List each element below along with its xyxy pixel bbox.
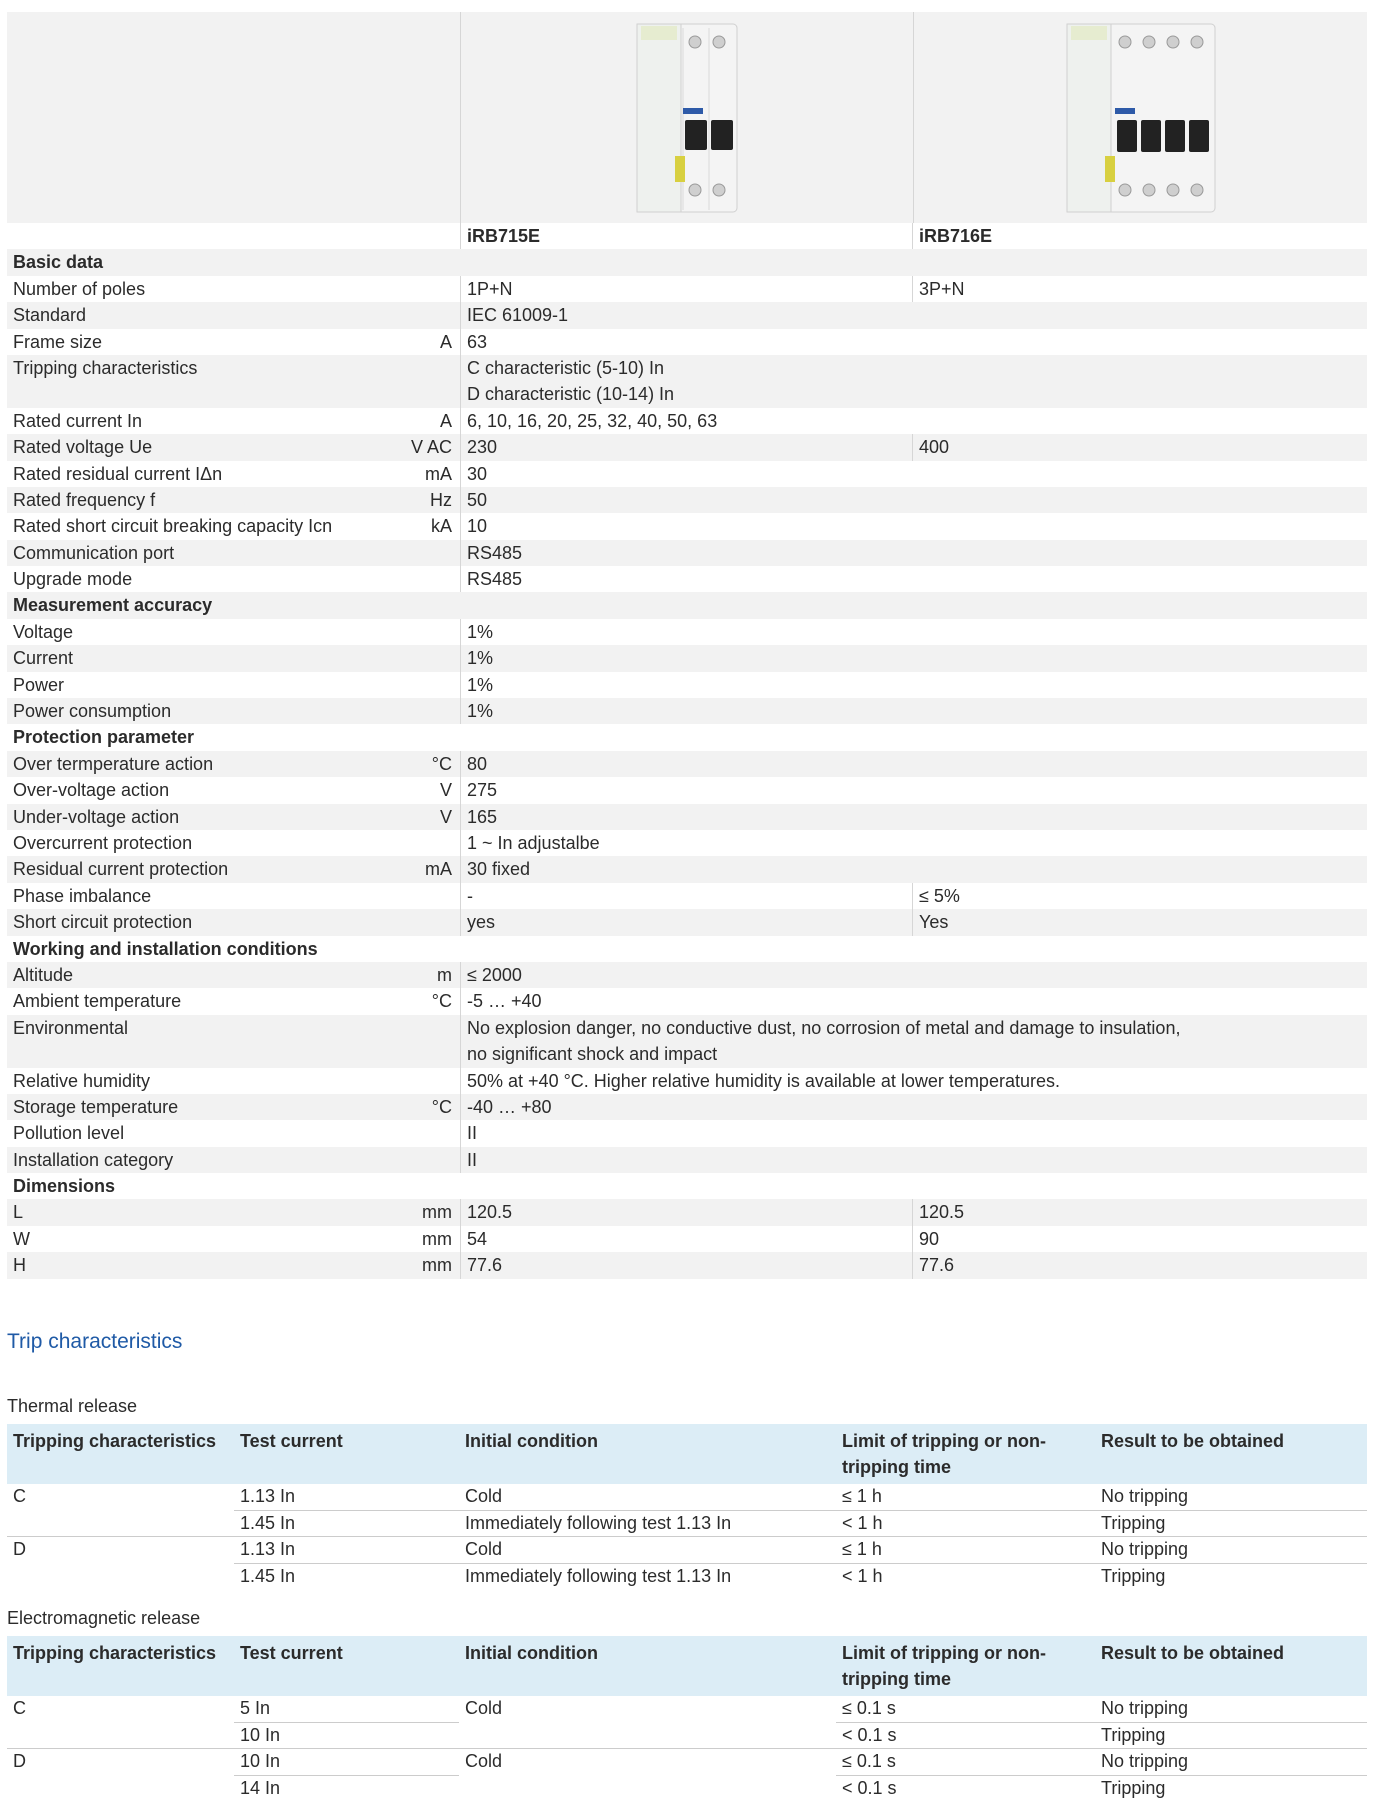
spec-unit: °C [431, 753, 452, 774]
spec-row [7, 408, 1367, 434]
model-name-2: iRB716E [912, 223, 1367, 249]
spec-label: Basic data [13, 252, 104, 273]
table-row [7, 1775, 1367, 1801]
spec-value-1: 30 [460, 461, 1367, 487]
spec-label: Environmental [13, 1017, 129, 1038]
spec-row [7, 672, 1367, 698]
spec-unit: °C [431, 991, 452, 1012]
spec-unit [407, 1068, 460, 1094]
table-cell [459, 1722, 836, 1749]
spec-unit: mm [422, 1255, 452, 1276]
spec-unit: kA [430, 516, 452, 537]
product-image-row [7, 12, 1367, 223]
table-cell: Cold [465, 1751, 503, 1771]
spec-label: Rated residual current IΔn [13, 463, 223, 484]
table-cell: D [13, 1751, 26, 1771]
spec-label: Over-voltage action [13, 780, 170, 801]
table-cell: Immediately following test 1.13 In [465, 1565, 732, 1586]
table-cell: Tripping [1095, 1722, 1367, 1749]
spec-label: Dimensions [13, 1176, 116, 1197]
spec-row [7, 329, 1367, 355]
spec-value-1: 50% at +40 °C. Higher relative humidity is available at lower temperatures. [460, 1068, 1367, 1094]
section-protection [7, 724, 1367, 750]
spec-unit: Hz [430, 489, 452, 510]
table-row [7, 1696, 1367, 1722]
table-cell: C [13, 1698, 26, 1718]
spec-value-1: -40 … +80 [460, 1094, 1367, 1120]
spec-row [7, 962, 1367, 988]
rcbo-4-pole-image [1061, 20, 1221, 216]
spec-row [7, 645, 1367, 671]
spec-unit: A [439, 331, 452, 352]
product-image-cell-2 [913, 12, 1367, 223]
column-header: Limit of tripping or non-tripping time [836, 1424, 1095, 1484]
table-cell: Cold [459, 1484, 836, 1510]
spec-value-1: - [460, 883, 912, 909]
table-cell: 5 In [234, 1696, 459, 1722]
spec-label: Number of poles [13, 278, 146, 299]
spec-value-1: 1% [460, 645, 1367, 671]
spec-unit: V [439, 780, 452, 801]
spec-row [7, 302, 1367, 328]
table-cell: ≤ 0.1 s [836, 1749, 1095, 1776]
column-header: Tripping characteristics [7, 1636, 234, 1696]
spec-value-1: 80 [460, 751, 1367, 777]
spec-row [7, 988, 1367, 1014]
spec-label: Power consumption [13, 701, 172, 722]
spec-value-1: II [460, 1120, 1367, 1146]
spec-row [7, 698, 1367, 724]
spec-value-2: 120.5 [912, 1199, 1367, 1225]
spec-row [7, 1199, 1367, 1225]
spec-label: H [13, 1255, 26, 1276]
spec-label: Over termperature action [13, 753, 214, 774]
spec-value-1: -5 … +40 [460, 988, 1367, 1014]
spec-label: Current [13, 648, 74, 669]
table-cell: Cold [459, 1537, 836, 1564]
spec-row [7, 856, 1367, 882]
spec-unit: mm [422, 1228, 452, 1249]
column-header: Initial condition [459, 1636, 836, 1696]
spec-value-1: 54 [460, 1226, 912, 1252]
spec-value-1: 230 [460, 434, 912, 460]
table-cell: Cold [465, 1698, 503, 1718]
spec-row [7, 355, 1367, 408]
table-cell: 1.45 In [240, 1565, 296, 1586]
table-cell: < 0.1 s [836, 1722, 1095, 1749]
model-row [7, 223, 1367, 249]
spec-value-1: 30 fixed [460, 856, 1367, 882]
table-cell [459, 1775, 836, 1801]
spec-value-1: 1P+N [460, 276, 912, 302]
spec-unit [407, 883, 460, 909]
spec-row [7, 830, 1367, 856]
spec-value-2: 400 [912, 434, 1367, 460]
spec-value-1: 1 ~ In adjustalbe [460, 830, 1367, 856]
spec-unit: mA [425, 859, 452, 880]
spec-row [7, 434, 1367, 460]
table-cell: Tripping [1101, 1777, 1166, 1798]
table-cell: C [13, 1486, 26, 1506]
spec-row [7, 1120, 1367, 1146]
spec-unit [407, 698, 460, 724]
spec-label: Relative humidity [13, 1070, 151, 1091]
table-row [7, 1749, 1367, 1776]
table-cell: Tripping [1101, 1565, 1166, 1586]
spec-value-1: 50 [460, 487, 1367, 513]
spec-label: Tripping characteristics [13, 357, 198, 378]
spec-value-2: 3P+N [912, 276, 1367, 302]
table-cell [7, 1775, 234, 1801]
spec-label: Measurement accuracy [13, 595, 213, 616]
spec-row [7, 276, 1367, 302]
spec-row [7, 883, 1367, 909]
spec-label: Working and installation conditions [13, 938, 318, 959]
spec-label: Frame size [13, 331, 103, 352]
spec-row [7, 1252, 1367, 1278]
table-cell: No tripping [1095, 1484, 1367, 1510]
spec-label: Power [13, 674, 65, 695]
spec-label: Ambient temperature [13, 991, 182, 1012]
table-row [7, 1510, 1367, 1537]
column-header: Limit of tripping or non-tripping time [836, 1636, 1095, 1696]
spec-unit [407, 619, 460, 645]
column-header: Result to be obtained [1095, 1636, 1367, 1696]
spec-unit: m [437, 964, 452, 985]
table-row [7, 1537, 1367, 1564]
spec-row [7, 1226, 1367, 1252]
thermal-release-table [7, 1424, 1367, 1589]
table-cell: ≤ 1 h [836, 1537, 1095, 1564]
spec-value-1: C characteristic (5-10) In D characteristic (10-14) In [460, 355, 1367, 408]
spec-unit: V [439, 806, 452, 827]
electromagnetic-release-title: Electromagnetic release [7, 1608, 201, 1628]
spec-value-2: Yes [912, 909, 1367, 935]
spec-label: Rated short circuit breaking capacity Icn [13, 516, 333, 537]
section-working [7, 936, 1367, 962]
spec-value-1: 1% [460, 672, 1367, 698]
spec-value-1: 120.5 [460, 1199, 912, 1225]
spec-label: Upgrade mode [13, 569, 133, 590]
spec-value-1: 275 [460, 777, 1367, 803]
table-cell: 14 In [240, 1777, 281, 1798]
table-cell: < 1 h [842, 1565, 883, 1586]
spec-unit [407, 830, 460, 856]
spec-label: Residual current protection [13, 859, 229, 880]
table-cell: ≤ 1 h [836, 1484, 1095, 1510]
spec-unit [407, 1120, 460, 1146]
spec-label: Voltage [13, 621, 74, 642]
spec-value-1: 77.6 [460, 1252, 912, 1278]
spec-label: Rated frequency f [13, 489, 156, 510]
spec-row [7, 513, 1367, 539]
spec-row [7, 751, 1367, 777]
table-cell: No tripping [1095, 1696, 1367, 1722]
thermal-release-title: Thermal release [7, 1396, 138, 1416]
spec-row [7, 1147, 1367, 1173]
spec-label: Under-voltage action [13, 806, 180, 827]
column-header: Test current [234, 1636, 459, 1696]
spec-unit [407, 302, 460, 328]
table-row [7, 1563, 1367, 1589]
spec-value-1: ≤ 2000 [460, 962, 1367, 988]
spec-label: Phase imbalance [13, 885, 152, 906]
spec-unit [407, 672, 460, 698]
spec-value-1: 10 [460, 513, 1367, 539]
spec-unit [407, 355, 460, 408]
spec-label: L [13, 1202, 24, 1223]
column-header: Test current [234, 1424, 459, 1484]
spec-unit [407, 223, 460, 249]
spec-row [7, 804, 1367, 830]
spec-value-2: ≤ 5% [912, 883, 1367, 909]
spec-row [7, 1015, 1367, 1068]
table-cell [7, 1722, 234, 1749]
spec-row [7, 1068, 1367, 1094]
spec-value-1: RS485 [460, 566, 1367, 592]
spec-row [7, 540, 1367, 566]
spec-unit: V AC [410, 437, 452, 458]
spec-row [7, 619, 1367, 645]
table-cell: 10 In [234, 1722, 459, 1749]
spec-label: Standard [13, 305, 87, 326]
spec-value-1: 1% [460, 619, 1367, 645]
spec-label [7, 223, 407, 249]
table-cell: No tripping [1095, 1537, 1367, 1564]
table-cell: D [13, 1539, 26, 1559]
spec-unit [407, 276, 460, 302]
table-row [7, 1722, 1367, 1749]
spec-unit [407, 1015, 460, 1068]
spec-table [7, 12, 1367, 1279]
spec-unit [407, 645, 460, 671]
spec-value-1: 6, 10, 16, 20, 25, 32, 40, 50, 63 [460, 408, 1367, 434]
spec-label: Protection parameter [13, 727, 195, 748]
spec-unit: mm [422, 1202, 452, 1223]
spec-row [7, 566, 1367, 592]
table-cell: 1.13 In [234, 1484, 459, 1510]
product-image-cell-1 [460, 12, 913, 223]
spec-row [7, 487, 1367, 513]
table-cell: No tripping [1095, 1749, 1367, 1776]
spec-value-1: 63 [460, 329, 1367, 355]
table-cell: ≤ 0.1 s [836, 1696, 1095, 1722]
spec-label: Rated voltage Ue [13, 437, 153, 458]
spec-unit [407, 540, 460, 566]
model-name-1: iRB715E [460, 223, 912, 249]
spec-value-2: 90 [912, 1226, 1367, 1252]
spec-row [7, 777, 1367, 803]
spec-label: Communication port [13, 542, 175, 563]
table-cell [7, 1563, 234, 1589]
spec-value-1: 165 [460, 804, 1367, 830]
spec-value-2: 77.6 [912, 1252, 1367, 1278]
table-cell: < 1 h [836, 1510, 1095, 1537]
spec-unit: A [439, 410, 452, 431]
spec-label: Pollution level [13, 1123, 125, 1144]
spec-value-1: No explosion danger, no conductive dust, no corrosion of metal and damage to insulation, no significant shock and impact [460, 1015, 1367, 1068]
spec-label: Short circuit protection [13, 912, 193, 933]
column-header: Tripping characteristics [7, 1424, 234, 1484]
section-measurement [7, 592, 1367, 618]
table-cell: Immediately following test 1.13 In [459, 1510, 836, 1537]
spec-unit: °C [431, 1096, 452, 1117]
trip-characteristics-title: Trip characteristics [7, 1330, 183, 1353]
spec-label: Overcurrent protection [13, 833, 193, 853]
spec-label: Storage temperature [13, 1096, 179, 1117]
spec-value-1: IEC 61009-1 [460, 302, 1367, 328]
spec-value-1: RS485 [460, 540, 1367, 566]
section-dimensions [7, 1173, 1367, 1199]
spec-row [7, 461, 1367, 487]
column-header: Initial condition [459, 1424, 836, 1484]
table-row [7, 1484, 1367, 1510]
spec-value-1: 1% [460, 698, 1367, 724]
spec-value-1: II [460, 1147, 1367, 1173]
spec-unit [407, 566, 460, 592]
spec-label: Installation category [13, 1149, 174, 1170]
table-cell [7, 1510, 234, 1537]
table-cell: Tripping [1095, 1510, 1367, 1537]
section-basic-data [7, 249, 1367, 275]
electromagnetic-release-table [7, 1636, 1367, 1801]
table-cell: 1.45 In [234, 1510, 459, 1537]
table-cell: 1.13 In [234, 1537, 459, 1564]
spec-value-1: yes [460, 909, 912, 935]
table-cell: 10 In [234, 1749, 459, 1776]
column-header: Result to be obtained [1095, 1424, 1367, 1484]
rcbo-2-pole-image [627, 20, 747, 216]
spec-label: Rated current In [13, 410, 143, 431]
spec-label: Altitude [13, 964, 74, 985]
spec-label: W [13, 1228, 30, 1249]
spec-row [7, 1094, 1367, 1120]
table-cell: < 0.1 s [842, 1777, 897, 1798]
spec-unit [407, 909, 460, 935]
spec-row [7, 909, 1367, 935]
spec-unit: mA [425, 463, 452, 484]
spec-unit [407, 1147, 460, 1173]
